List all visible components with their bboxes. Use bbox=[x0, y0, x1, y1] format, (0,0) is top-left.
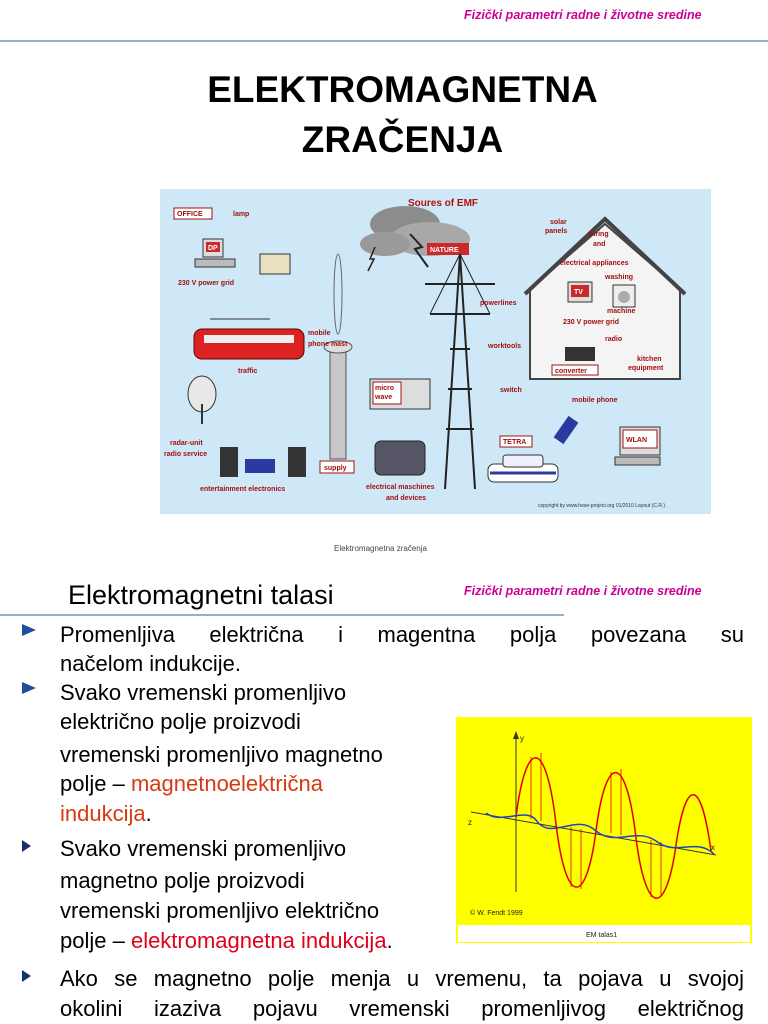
label-phone-mast: phone mast bbox=[308, 341, 348, 348]
bullet3-prefix: polje – bbox=[60, 928, 131, 953]
label-machines: electrical maschines bbox=[366, 484, 435, 491]
label-radar: radar-unit bbox=[170, 440, 203, 447]
bullet1-line2: načelom indukcije. bbox=[60, 651, 241, 676]
label-supply: supply bbox=[324, 465, 347, 472]
axis-y-label: y bbox=[520, 734, 524, 743]
bullet3-tail: . bbox=[386, 928, 393, 953]
label-devices: and devices bbox=[386, 495, 427, 502]
bullet2-line4 bbox=[60, 769, 323, 798]
bullet2-line1: Svako vremenski promenljivo bbox=[60, 680, 347, 705]
label-mobile-phone: mobile phone bbox=[572, 397, 618, 404]
label-tv: TV bbox=[574, 289, 583, 296]
bullet2-line2: električno polje proizvodi bbox=[60, 709, 301, 734]
slide1-title-line1: ELEKTROMAGNETNA bbox=[207, 69, 598, 110]
label-nature: NATURE bbox=[430, 247, 459, 254]
label-micro: micro bbox=[375, 385, 395, 392]
label-radio-service: radio service bbox=[164, 451, 208, 458]
bullet3-line1: Svako vremenski promenljivo bbox=[60, 836, 347, 861]
bullet1-line1: Promenljiva električna i magentna polja povezana su bbox=[60, 622, 744, 647]
label-appliances: electrical appliances bbox=[560, 260, 629, 267]
label-switch: switch bbox=[500, 387, 522, 394]
label-powerlines: powerlines bbox=[480, 300, 517, 307]
label-wlan: WLAN bbox=[626, 437, 647, 444]
label-equipment: equipment bbox=[628, 365, 664, 372]
label-copyright: copyright by www.hese-project.org 01/2010 Layout (C.R.) bbox=[538, 503, 666, 509]
label-mobile: mobile bbox=[308, 330, 331, 337]
bullet4-line1: Ako se magnetno polje menja u vremenu, ta pojava u svojoj bbox=[60, 966, 744, 991]
bullet3-line3: vremenski promenljivo električno bbox=[60, 898, 380, 923]
figure-credit: © W. Fendt 1999 bbox=[470, 910, 523, 917]
bullet2-line5 bbox=[60, 799, 152, 828]
label-converter: converter bbox=[555, 368, 587, 375]
label-grid-office: 230 V power grid bbox=[178, 280, 235, 287]
bullet3-highlight: elektromagnetna indukcija bbox=[130, 928, 387, 953]
label-radio: radio bbox=[605, 336, 623, 343]
bullet3-line2: magnetno polje proizvodi bbox=[60, 868, 305, 893]
label-kitchen: kitchen bbox=[637, 356, 662, 363]
figure-caption: EM talas1 bbox=[586, 932, 618, 939]
label-tetra: TETRA bbox=[503, 439, 527, 446]
emf-sources-diagram bbox=[160, 189, 711, 514]
label-worktools: worktools bbox=[488, 343, 522, 350]
bullet2-highlight-cont: indukcija bbox=[60, 801, 146, 826]
slide1-header-rule bbox=[0, 40, 768, 42]
bullet2-line3: vremenski promenljivo magnetno bbox=[60, 742, 383, 767]
slide1-title-line2: ZRAČENJA bbox=[301, 119, 504, 160]
bullet2-tail: . bbox=[145, 801, 152, 826]
label-machine: machine bbox=[607, 308, 636, 315]
label-solar: solar bbox=[550, 219, 567, 226]
label-office: OFFICE bbox=[177, 211, 203, 218]
em-wave-figure bbox=[456, 717, 752, 943]
label-entertainment: entertainment electronics bbox=[200, 486, 286, 493]
label-wiring: wiring bbox=[588, 231, 609, 238]
axis-x-label: x bbox=[711, 843, 715, 852]
axis-z-label: z bbox=[468, 818, 472, 827]
label-lamp: lamp bbox=[233, 211, 250, 218]
bullet-arrow-icon bbox=[22, 624, 36, 636]
bullet2-prefix: polje – bbox=[60, 771, 131, 796]
diagram-heading: Soures of EMF bbox=[408, 198, 479, 209]
label-and: and bbox=[593, 241, 606, 248]
bullet-arrow-icon bbox=[22, 682, 36, 694]
slide2-header: Fizički parametri radne i životne sredine bbox=[464, 584, 702, 598]
label-wave: wave bbox=[375, 394, 393, 401]
slide1-caption: Elektromagnetna zračenja bbox=[334, 544, 427, 553]
bullet-arrow-icon bbox=[22, 970, 31, 982]
label-washing: washing bbox=[605, 274, 634, 281]
label-dp: DP bbox=[208, 245, 218, 252]
label-grid-house: 230 V power grid bbox=[563, 319, 620, 326]
bullet-arrow-icon bbox=[22, 840, 31, 852]
slide2-heading: Elektromagnetni talasi bbox=[68, 580, 334, 610]
label-panels: panels bbox=[545, 228, 568, 235]
bullet3-line4 bbox=[60, 926, 393, 955]
bullet2-highlight: magnetnoelektrična bbox=[130, 771, 323, 796]
bullet4-line2: okolini izaziva pojavu vremenski promenljivog električnog bbox=[60, 996, 744, 1021]
slide1-header: Fizički parametri radne i životne sredine bbox=[464, 8, 702, 22]
slide2-header-rule bbox=[0, 614, 564, 616]
label-traffic: traffic bbox=[238, 368, 258, 375]
